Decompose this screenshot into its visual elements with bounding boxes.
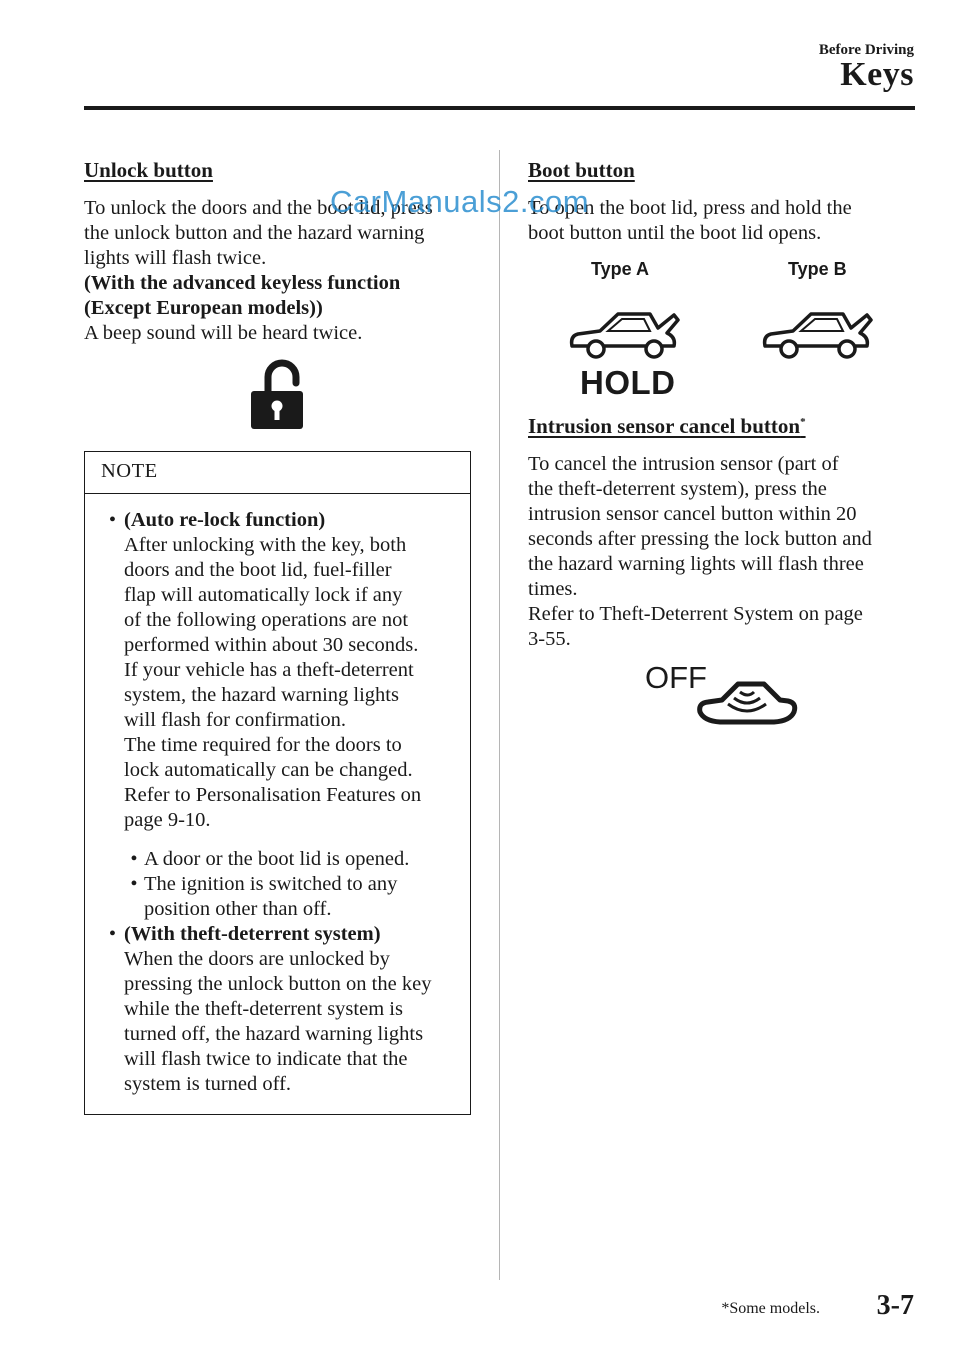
note-line: of the following operations are not bbox=[124, 609, 409, 631]
note-sub-item bbox=[124, 872, 463, 922]
unlock-heading: Unlock button bbox=[84, 158, 213, 182]
hold-label: HOLD bbox=[580, 364, 676, 401]
some-models-marker: * bbox=[800, 416, 806, 428]
note-sub-item bbox=[124, 847, 463, 872]
note-line: while the theft-deterrent system is bbox=[124, 998, 403, 1020]
note-bullet-theft bbox=[101, 922, 463, 1097]
car-open-boot-icon bbox=[759, 306, 877, 362]
keyless-condition-line: (Except European models)) bbox=[84, 297, 323, 319]
note-line: lock automatically can be changed. bbox=[124, 759, 413, 781]
intrusion-body-line: the hazard warning lights will flash three bbox=[528, 553, 864, 575]
chapter-title: Keys bbox=[840, 56, 914, 93]
intrusion-heading-text: Intrusion sensor cancel button bbox=[528, 414, 801, 438]
sub-bullet-dot: • bbox=[130, 873, 138, 895]
note-line: After unlocking with the key, both bbox=[124, 534, 407, 556]
unlock-body-line: lights will flash twice. bbox=[84, 247, 267, 269]
note-header bbox=[85, 452, 470, 494]
note-line: doors and the boot lid, fuel-filler bbox=[124, 559, 392, 581]
note-line: page 9-10. bbox=[124, 809, 211, 831]
note-line: pressing the unlock button on the key bbox=[124, 973, 432, 995]
sub-bullet-dot: • bbox=[130, 848, 138, 870]
intrusion-body-line: the theft-deterrent system), press the bbox=[528, 478, 827, 500]
note-sub-list bbox=[124, 847, 463, 922]
auto-relock-title: (Auto re-lock function) bbox=[124, 509, 326, 531]
header-rule bbox=[84, 106, 915, 110]
intrusion-body bbox=[528, 452, 918, 652]
note-line: If your vehicle has a theft-deterrent bbox=[124, 659, 414, 681]
intrusion-body-line: Refer to Theft-Deterrent System on page bbox=[528, 603, 863, 625]
note-line: system, the hazard warning lights bbox=[124, 684, 399, 706]
section-label: Before Driving bbox=[818, 42, 914, 58]
note-bullet-auto-relock bbox=[101, 508, 463, 833]
theft-title: (With theft-deterrent system) bbox=[124, 923, 381, 945]
sub-item-line: A door or the boot lid is opened. bbox=[144, 848, 410, 870]
note-line: performed within about 30 seconds. bbox=[124, 634, 419, 656]
off-label: OFF bbox=[645, 660, 707, 695]
note-label: NOTE bbox=[101, 460, 158, 482]
boot-heading: Boot button bbox=[528, 158, 635, 182]
page-number: 3-7 bbox=[876, 1290, 914, 1321]
intrusion-body-line: times. bbox=[528, 578, 578, 600]
intrusion-body-line: To cancel the intrusion sensor (part of bbox=[528, 453, 839, 475]
intrusion-sensor-car-icon bbox=[694, 676, 800, 732]
sub-item-line: The ignition is switched to any bbox=[144, 873, 398, 895]
intrusion-body-line: 3-55. bbox=[528, 628, 571, 650]
note-line: Refer to Personalisation Features on bbox=[124, 784, 422, 806]
intrusion-heading bbox=[528, 414, 918, 439]
note-body bbox=[101, 508, 463, 1097]
boot-body-line: To open the boot lid, press and hold the bbox=[528, 197, 852, 219]
boot-body-line: boot button until the boot lid opens. bbox=[528, 222, 822, 244]
type-b-label: Type B bbox=[788, 259, 847, 279]
unlock-padlock-icon bbox=[248, 359, 308, 431]
note-line: turned off, the hazard warning lights bbox=[124, 1023, 424, 1045]
intrusion-body-line: intrusion sensor cancel button within 20 bbox=[528, 503, 857, 525]
intrusion-body-line: seconds after pressing the lock button and bbox=[528, 528, 872, 550]
bullet-dot: • bbox=[108, 923, 117, 945]
beep-line: A beep sound will be heard twice. bbox=[84, 322, 363, 344]
note-box bbox=[84, 451, 471, 1115]
watermark: CarManuals2.com bbox=[330, 184, 590, 219]
unlock-body-line: To unlock the doors and the boot lid, press bbox=[84, 197, 433, 219]
sub-item-line: position other than off. bbox=[144, 898, 332, 920]
bullet-dot: • bbox=[108, 509, 117, 531]
note-line: The time required for the doors to bbox=[124, 734, 402, 756]
unlock-body-line: the unlock button and the hazard warning bbox=[84, 222, 425, 244]
keyless-condition-line: (With the advanced keyless function bbox=[84, 272, 401, 294]
car-open-boot-icon bbox=[566, 306, 684, 362]
note-line: will flash for confirmation. bbox=[124, 709, 347, 731]
type-a-label: Type A bbox=[591, 259, 650, 279]
note-line: When the doors are unlocked by bbox=[124, 948, 390, 970]
note-line: will flash twice to indicate that the bbox=[124, 1048, 408, 1070]
footnote: *Some models. bbox=[721, 1300, 820, 1317]
note-line: system is turned off. bbox=[124, 1073, 292, 1095]
note-line: flap will automatically lock if any bbox=[124, 584, 403, 606]
column-divider bbox=[499, 150, 500, 1280]
